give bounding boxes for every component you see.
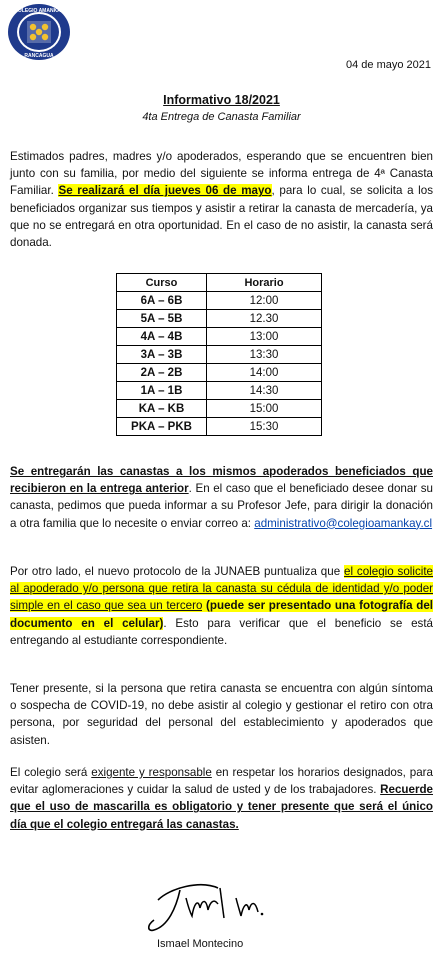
responsibility-text-a: El colegio será (10, 766, 92, 779)
table-row (117, 400, 322, 418)
signatory-name: Ismael Montecino (157, 938, 244, 950)
cell-curso: 5A – 5B (117, 310, 207, 328)
header-curso: Curso (117, 274, 207, 292)
svg-text:COLEGIO AMANKAY: COLEGIO AMANKAY (14, 8, 64, 14)
cell-curso: 3A – 3B (117, 346, 207, 364)
schedule-table (116, 273, 322, 436)
paragraph-intro (10, 148, 433, 251)
beneficiaries-notice: Se entregarán las canastas a los mismos apoderados beneficiados que recibieron en la entrega anterior (10, 465, 433, 496)
table-row (117, 292, 322, 310)
cell-horario: 15:00 (207, 400, 322, 418)
paragraph-covid: Tener presente, si la persona que retira canasta se encuentra con algún síntoma o sospecha de COVID-19, no debe asistir al colegio y gestionar el retiro con otra persona, por seguridad del personal del establecimiento y apoderados que asisten. (10, 682, 433, 747)
mask-reminder: Recuerde que el uso de mascarilla es obligatorio y tener presente que será el único día que el colegio entregará las canastas. (10, 783, 433, 831)
schedule-header-row (117, 274, 322, 292)
id-requirement-highlight: el colegio solicite al apoderado y/o persona que retira la canasta su cédula de identidad y/o poder simple en el caso que sea un tercero (10, 565, 433, 613)
intro-text-a: Estimados padres, madres y/o apoderados, esperando que se encuentren bien junto con su familia, por medio del siguiente se informa entrega de 4ª Canasta Familiar. (10, 150, 433, 198)
paragraph-beneficiaries (10, 463, 433, 532)
paragraph-responsibility (10, 764, 433, 833)
exigente-responsable: exigente y responsable (91, 766, 212, 779)
paragraph-protocol (10, 563, 433, 649)
cell-curso: 2A – 2B (117, 364, 207, 382)
table-row (117, 328, 322, 346)
cell-curso: KA – KB (117, 400, 207, 418)
cell-curso: 1A – 1B (117, 382, 207, 400)
email-link[interactable]: administrativo@colegioamankay.cl (254, 516, 433, 530)
cell-curso: 4A – 4B (117, 328, 207, 346)
cell-curso: 6A – 6B (117, 292, 207, 310)
delivery-date-highlight: Se realizará el día jueves 06 de mayo (58, 184, 272, 198)
document-title: Informativo 18/2021 (163, 93, 280, 107)
signature-image (140, 868, 290, 938)
table-row (117, 310, 322, 328)
cell-horario: 15:30 (207, 418, 322, 436)
cell-horario: 14:30 (207, 382, 322, 400)
table-row (117, 364, 322, 382)
intro-text-b: , para lo cual, se solicita a los beneficiados organizar sus tiempos y asistir a retirar la canasta de mercadería, ya que no se entregará en otra oportunidad. En el caso de no asistir, la canasta será donada. (10, 184, 433, 250)
table-row (117, 382, 322, 400)
cell-curso: PKA – PKB (117, 418, 207, 436)
svg-text:RANCAGUA: RANCAGUA (24, 53, 54, 59)
table-row (117, 346, 322, 364)
responsibility-text-b: en respetar los horarios designados, para evitar aglomeraciones y cuidar la salud de usted y de los trabajadores. (10, 766, 433, 797)
school-seal-logo (7, 3, 71, 61)
cell-horario: 12.30 (207, 310, 322, 328)
photo-allowed-highlight: (puede ser presentado una fotografía del documento en el celular) (10, 599, 433, 630)
protocol-text-b: . Esto para verificar que el beneficio se está entregando al estudiante correspondiente. (10, 616, 433, 647)
cell-horario: 12:00 (207, 292, 322, 310)
table-row (117, 418, 322, 436)
document-subtitle: 4ta Entrega de Canasta Familiar (142, 111, 301, 123)
donation-text: . En el caso que el beneficiado desee donar su canasta, pedimos que pueda informar a su Profesor Jefe, para dirigir la donación a otra familia que lo necesite o enviar correo a: (10, 482, 433, 530)
protocol-text-a: Por otro lado, el nuevo protocolo de la JUNAEB puntualiza que (10, 565, 345, 578)
cell-horario: 13:00 (207, 328, 322, 346)
header-horario: Horario (207, 274, 322, 292)
cell-horario: 13:30 (207, 346, 322, 364)
document-date: 04 de mayo 2021 (345, 59, 431, 71)
cell-horario: 14:00 (207, 364, 322, 382)
